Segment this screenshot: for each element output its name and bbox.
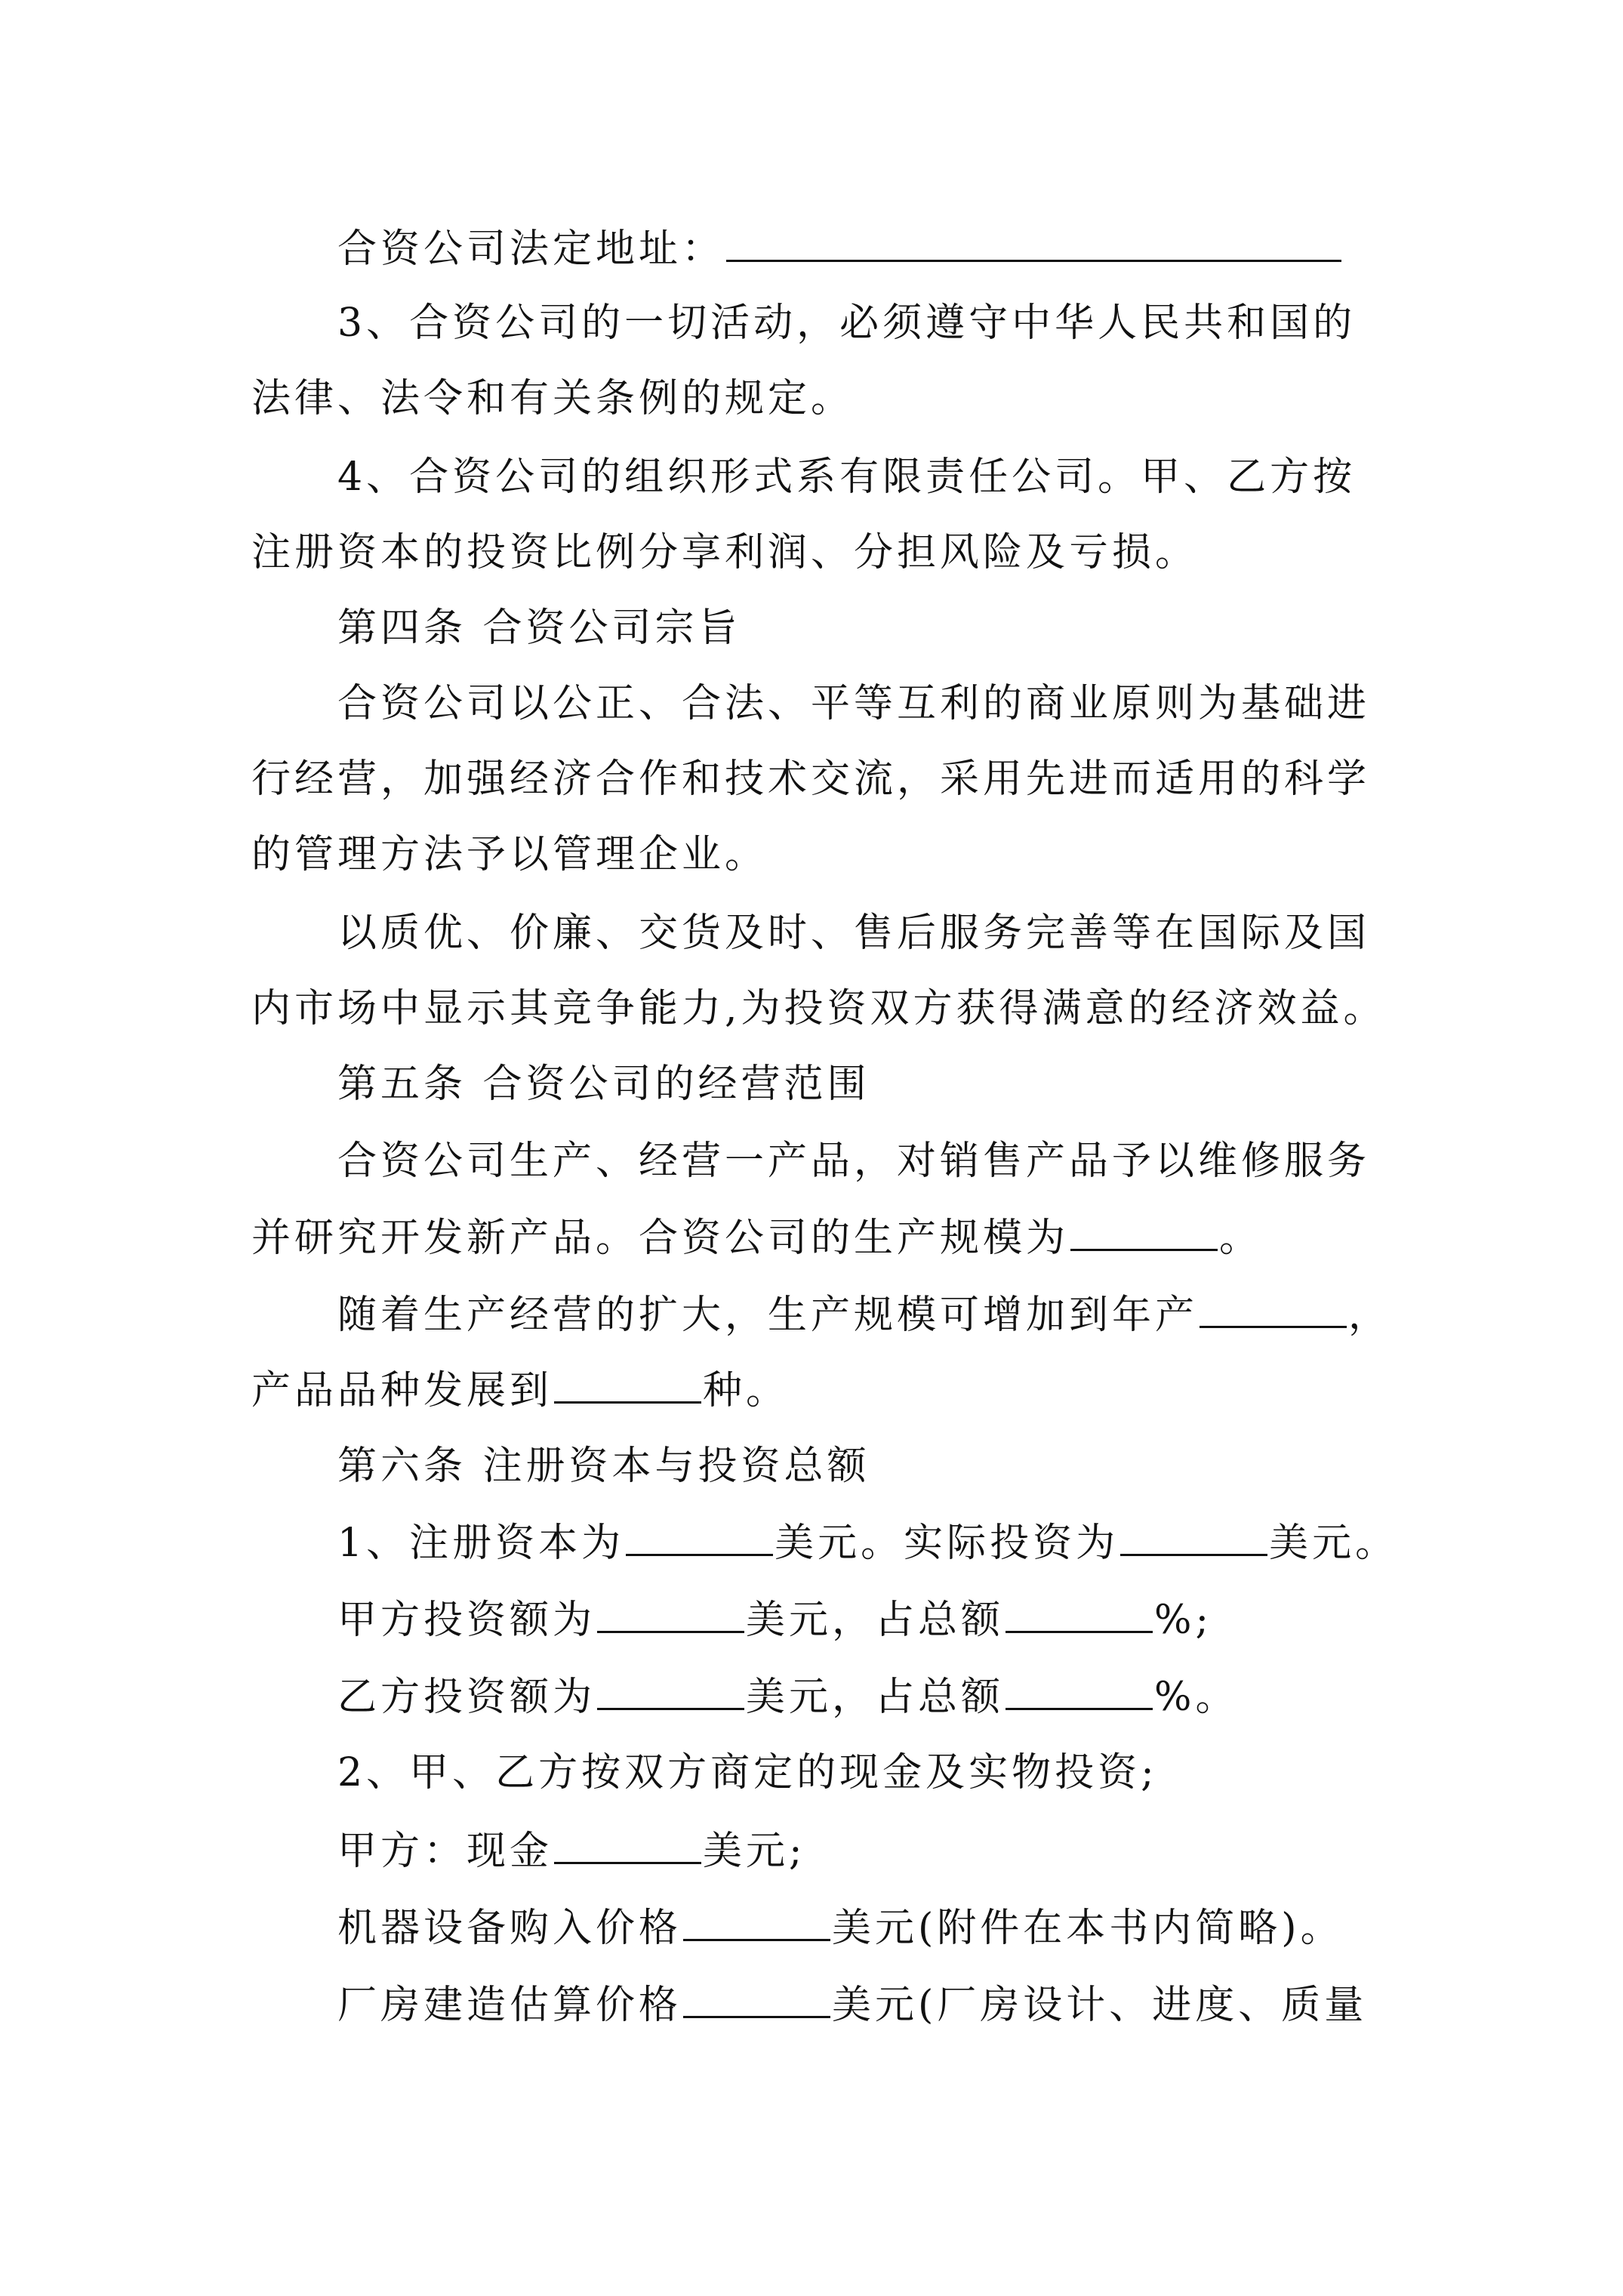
party-a-investment-line	[337, 1596, 1212, 1643]
actual-investment-blank	[1120, 1519, 1267, 1556]
line-text: 机器设备购入价格	[337, 1906, 682, 1951]
line-text: 种。	[703, 1368, 790, 1413]
paragraph-line: 4、合资公司的组织形式系有限责任公司。甲、乙方按	[337, 455, 1357, 500]
line-text: 美元(附件在本书内简略)。	[832, 1906, 1344, 1951]
paragraph-line: 的管理方法予以管理企业。	[251, 832, 768, 877]
paragraph-line: 行经营，加强经济合作和技术交流，采用先进而适用的科学	[251, 757, 1371, 802]
paragraph-line: 合资公司以公正、合法、平等互利的商业原则为基础进	[337, 681, 1371, 726]
line-text: 厂房建造估算价格	[337, 1983, 682, 2028]
paragraph-line: 内市场中显示其竞争能力,为投资双方获得满意的经济效益。	[251, 986, 1387, 1031]
legal-address-line	[337, 225, 1343, 272]
legal-address-label: 合资公司法定地址：	[337, 227, 725, 272]
line-text: 甲方投资额为	[337, 1598, 596, 1643]
line-text: 1、注册资本为	[337, 1521, 625, 1566]
annual-production-line	[337, 1291, 1391, 1338]
line-text: 随着生产经营的扩大，生产规模可增加到年产	[337, 1293, 1199, 1338]
paragraph-line: 注册资本的投资比例分享利润、分担风险及亏损。	[251, 530, 1199, 575]
party-a-cash-blank	[554, 1827, 701, 1864]
product-variety-blank	[554, 1367, 701, 1404]
equipment-price-line	[337, 1904, 1344, 1951]
line-text: 。	[1219, 1216, 1263, 1261]
factory-price-blank	[683, 1981, 830, 2018]
line-text: 美元，占总额	[746, 1675, 1005, 1720]
article-heading: 第六条 注册资本与投资总额	[337, 1444, 870, 1489]
line-text: %。	[1154, 1675, 1239, 1720]
line-text: 乙方投资额为	[337, 1675, 596, 1720]
line-text: 美元，占总额	[746, 1598, 1005, 1643]
line-text: %;	[1154, 1598, 1212, 1643]
line-text: 美元。实际投资为	[775, 1521, 1119, 1566]
legal-address-blank	[726, 225, 1341, 262]
line-text: 美元。	[1269, 1521, 1399, 1566]
paragraph-line: 法律、法令和有关条例的规定。	[251, 376, 855, 421]
article-heading: 第五条 合资公司的经营范围	[337, 1062, 870, 1107]
production-scale-blank	[1070, 1214, 1218, 1251]
production-scale-line	[251, 1214, 1262, 1261]
annual-production-blank	[1200, 1291, 1347, 1328]
paragraph-line: 合资公司生产、经营一产品，对销售产品予以维修服务	[337, 1139, 1371, 1184]
factory-price-line	[337, 1981, 1367, 2028]
article-heading: 第四条 合资公司宗旨	[337, 606, 741, 651]
paragraph-line: 2、甲、乙方按双方商定的现金及实物投资;	[337, 1750, 1158, 1795]
paragraph-line: 3、合资公司的一切活动，必须遵守中华人民共和国的	[337, 300, 1357, 346]
party-a-amount-blank	[597, 1596, 744, 1633]
party-a-cash-line	[337, 1827, 806, 1874]
registered-capital-blank	[626, 1519, 773, 1556]
line-text: ，	[1348, 1293, 1392, 1338]
party-a-percent-blank	[1006, 1596, 1153, 1633]
line-text: 美元(厂房设计、进度、质量	[832, 1983, 1368, 2028]
party-b-investment-line	[337, 1673, 1238, 1720]
line-text: 甲方：现金	[337, 1829, 553, 1874]
party-b-amount-blank	[597, 1673, 744, 1710]
party-b-percent-blank	[1006, 1673, 1153, 1710]
paragraph-line: 以质优、价廉、交货及时、售后服务完善等在国际及国	[337, 911, 1371, 956]
line-text: 并研究开发新产品。合资公司的生产规模为	[251, 1216, 1070, 1261]
line-text: 产品品种发展到	[251, 1368, 553, 1413]
product-variety-line	[251, 1367, 789, 1413]
registered-capital-line	[337, 1519, 1398, 1566]
equipment-price-blank	[683, 1904, 830, 1941]
line-text: 美元;	[703, 1829, 806, 1874]
